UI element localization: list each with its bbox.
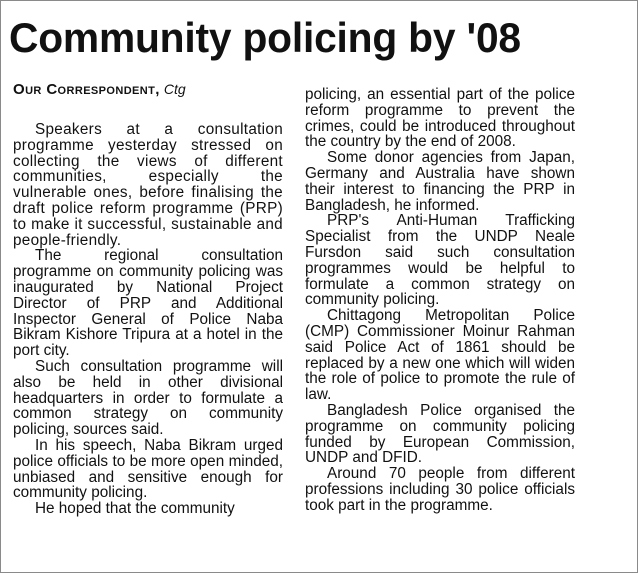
byline-author: Our Correspondent, bbox=[13, 81, 160, 98]
paragraph: In his speech, Naba Bikram urged police officials to be more open minded, unbiased and sensitive enough for community policing. bbox=[13, 436, 283, 502]
paragraph: Some donor agencies from Japan, Germany and Australia have shown their interest to financing the PRP in Bangladesh, he informed. bbox=[305, 149, 575, 214]
paragraph: He hoped that the community bbox=[35, 500, 235, 518]
paragraph: The regional consultation programme on community policing was inaugurated by National Project Director of PRP and Additional Inspector General of Police Naba Bikram Kishore Tripura at a hotel in the port city. bbox=[13, 247, 283, 360]
byline-location: Ctg bbox=[163, 81, 186, 97]
byline bbox=[13, 81, 186, 98]
paragraph: PRP's Anti-Human Trafficking Specialist from the UNDP Neale Fursdon said such consultation programmes would be helpful to formulate a common strategy on community policing. bbox=[305, 212, 575, 309]
left-column bbox=[13, 122, 283, 517]
paragraph: policing, an essential part of the police reform programme to prevent the crimes, could be introduced throughout the country by the end of 2008. bbox=[305, 86, 575, 151]
right-column bbox=[305, 87, 575, 514]
paragraph: Chittagong Metropolitan Police (CMP) Commissioner Moinur Rahman said Police Act of 1861 should be replaced by a new one which will widen the role of police to promote the rule of law. bbox=[305, 307, 575, 404]
paragraph: Around 70 people from different professions including 30 police officials took part in the programme. bbox=[305, 465, 575, 514]
paragraph: Bangladesh Police organised the programme on community policing funded by European Commission, UNDP and DFID. bbox=[305, 401, 575, 467]
headline: Community policing by '08 bbox=[9, 14, 521, 61]
paragraph: Speakers at a consultation programme yesterday stressed on collecting the views of different communities, especially the vulnerable ones, before finalising the draft police reform programme (PRP) to make it successful, sustainable and people-friendly. bbox=[13, 121, 283, 249]
paragraph: Such consultation programme will also be held in other divisional headquarters in order to formulate a common strategy on community policing, sources said. bbox=[13, 357, 283, 439]
